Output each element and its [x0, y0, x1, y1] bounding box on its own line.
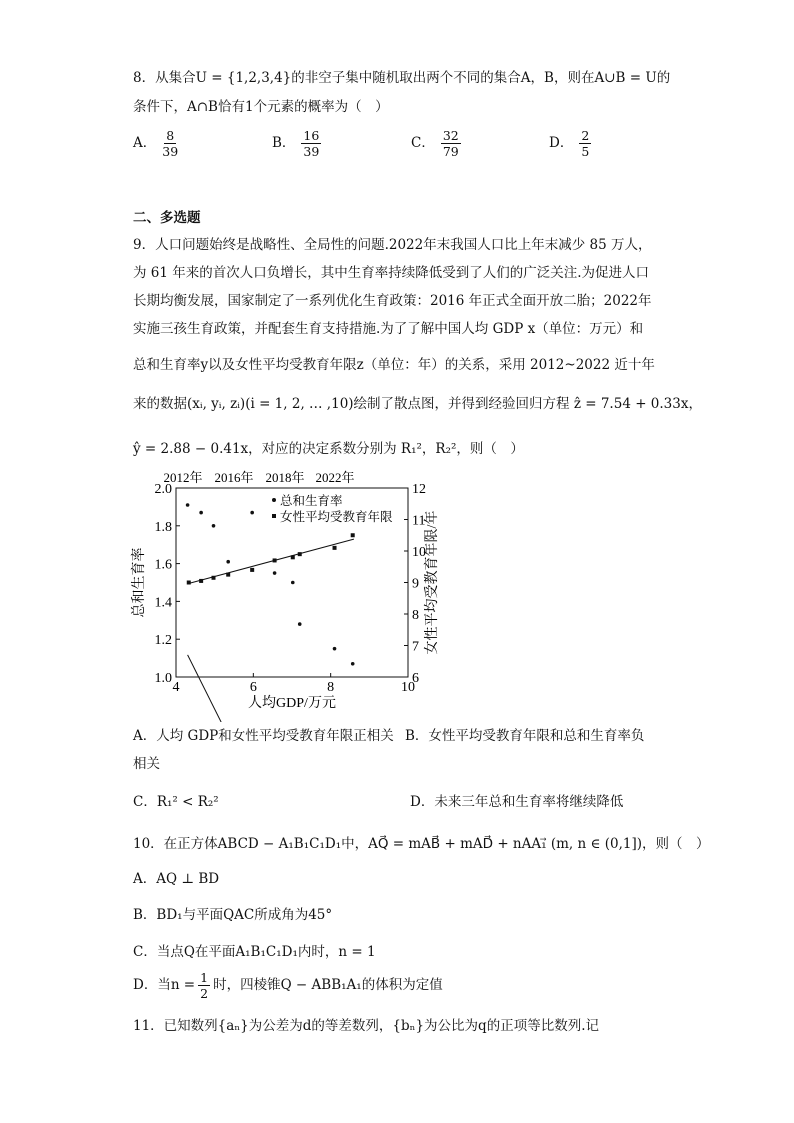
- legend-label: 总和生育率: [280, 494, 343, 508]
- y2-tick-label: 11: [412, 513, 426, 529]
- q8-stem-line1: 8．从集合U = {1,2,3,4}的非空子集中随机取出两个不同的集合A，B，则在A∪B = U的: [133, 70, 671, 86]
- q9-line: 9．人口问题始终是战略性、全局性的问题.2022年末我国人口比上年末减少 85 万人，: [133, 237, 652, 253]
- q8-option-b: B． $\frac{16}{39}$: [272, 128, 320, 159]
- legend-square-marker: [272, 514, 276, 518]
- legend-label: 女性平均受教育年限: [280, 510, 393, 524]
- fertility-point: [291, 581, 295, 585]
- education-point: [273, 558, 277, 562]
- fertility-point: [199, 511, 203, 515]
- x-tick-label: 4: [172, 680, 180, 695]
- x-axis-label: 人均GDP/万元: [248, 696, 336, 711]
- education-point: [212, 576, 216, 580]
- y2-tick-label: 8: [412, 608, 419, 623]
- q11-stem: 11．已知数列{aₙ}为公差为d的等差数列，{bₙ}为公比为q的正项等比数列.记: [133, 1018, 599, 1034]
- education-point: [333, 546, 337, 550]
- q9-line: 实施三孩生育政策，并配套生育支持措施.为了了解中国人均 GDP x（单位：万元）和: [133, 321, 644, 337]
- q8-stem-line2: 条件下，A∩B恰有1个元素的概率为（ ）: [133, 99, 389, 115]
- q10-option-d: D．当n = $\frac{1}{2}$ 时，四棱锥Q − ABB₁A₁的体积为定值: [133, 970, 443, 1001]
- x-tick-label: 10: [401, 680, 415, 695]
- fertility-point: [212, 524, 216, 528]
- q10-option-b: B．BD₁与平面QAC所成角为45°: [133, 907, 333, 923]
- y2-tick-label: 12: [412, 482, 426, 497]
- scatter-chart: [125, 462, 445, 722]
- q10-option-c: C．当点Q在平面A₁B₁C₁D₁内时，n = 1: [133, 944, 376, 960]
- y-tick-label: 1.0: [154, 671, 172, 686]
- q9-line: 总和生育率y以及女性平均受教育年限z（单位：年）的关系，采用 2012~2022 近十年: [133, 357, 655, 373]
- y2-tick-label: 6: [412, 671, 419, 686]
- fertility-point: [273, 571, 277, 575]
- education-point: [187, 581, 191, 585]
- y2-tick-label: 10: [412, 545, 426, 560]
- fertility-point: [250, 511, 254, 515]
- education-point: [226, 573, 230, 577]
- q9-line: 为 61 年来的首次人口负增长，其中生育率持续降低受到了人们的广泛关注.为促进人口: [133, 265, 650, 281]
- education-point: [291, 555, 295, 559]
- y-tick-label: 1.4: [154, 595, 172, 611]
- y2-tick-label: 7: [412, 639, 419, 655]
- q8-option-c: C． $\frac{32}{79}$: [411, 128, 459, 159]
- y-tick-label: 1.6: [154, 557, 172, 573]
- y-tick-label: 2.0: [154, 482, 172, 497]
- fertility-point: [333, 647, 337, 651]
- fertility-point: [226, 560, 230, 564]
- year-label: 2018年: [265, 470, 305, 485]
- q9-option-d: D．未来三年总和生育率将继续降低: [410, 794, 624, 810]
- y-axis-label: 总和生育率: [132, 547, 147, 618]
- education-point: [351, 533, 355, 537]
- year-label: 2012年: [163, 470, 203, 485]
- year-label: 2022年: [315, 470, 355, 485]
- q9-option-b-cont: 相关: [133, 756, 160, 772]
- y2-tick-label: 9: [412, 576, 419, 592]
- q10-stem: 10．在正方体ABCD − A₁B₁C₁D₁中，AQ⃗ = mAB⃗ + mAD⃗ + nAA₁⃗ (m, n ∈ (0,1])，则（ ）: [133, 836, 710, 852]
- education-point: [298, 552, 302, 556]
- x-tick-label: 8: [327, 680, 335, 695]
- q9-option-a: A．人均 GDP和女性平均受教育年限正相关: [133, 728, 394, 744]
- q9-option-c: C．R₁² < R₂²: [133, 794, 219, 810]
- q8-option-a: A． $\frac{8}{39}$: [133, 128, 179, 159]
- q9-option-b: B．女性平均受教育年限和总和生育率负: [405, 728, 645, 744]
- q9-line: ŷ = 2.88 − 0.41x，对应的决定系数分别为 R₁²，R₂²，则（ ）: [133, 441, 524, 457]
- q10-option-a: A．AQ ⊥ BD: [133, 871, 220, 887]
- year-label: 2016年: [214, 470, 254, 485]
- legend-circle-marker: [272, 498, 276, 502]
- y2-axis-label: 女性平均受教育年限/年: [425, 510, 440, 655]
- fertility-point: [298, 622, 302, 626]
- q8-option-d: D． $\frac{2}{5}$: [549, 128, 590, 159]
- x-tick-label: 6: [249, 680, 257, 695]
- y-tick-label: 1.2: [154, 633, 172, 649]
- y-tick-label: 1.8: [154, 519, 172, 535]
- education-point: [250, 568, 254, 572]
- fertility-point: [351, 662, 355, 666]
- q9-line: 来的数据(xᵢ, yᵢ, zᵢ)(i = 1, 2, … ,10)绘制了散点图，并得到经验回归方程 ẑ = 7.54 + 0.33x，: [133, 396, 702, 412]
- fertility-point: [186, 503, 190, 507]
- section-heading: 二、多选题: [133, 210, 201, 226]
- education-point: [199, 579, 203, 583]
- q9-line: 长期均衡发展，国家制定了一系列优化生育政策：2016 年正式全面开放二胎；2022年: [133, 293, 652, 309]
